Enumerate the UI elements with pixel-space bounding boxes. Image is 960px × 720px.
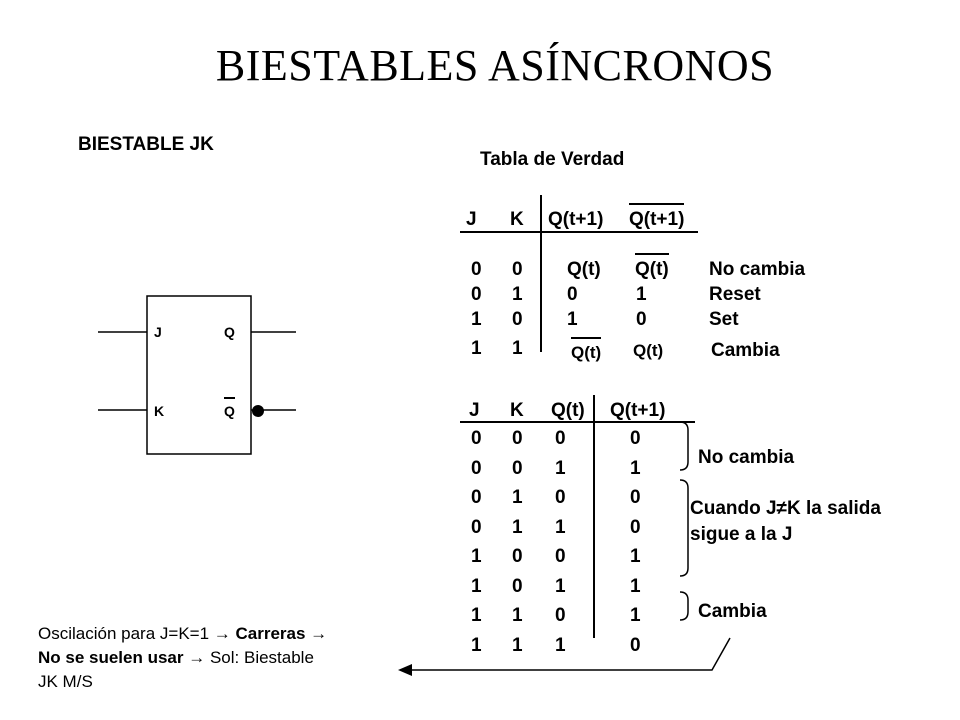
footnote (38, 622, 398, 694)
truth-r3-note: Cambia (711, 340, 780, 361)
trans-cell: 1 (512, 605, 523, 626)
truth-r3-qnext-wrap (571, 343, 601, 363)
qbar-bubble (252, 405, 264, 417)
trans-header-qt: Q(t) (551, 400, 585, 421)
trans-cell: 1 (555, 457, 566, 479)
trans-cell: 0 (512, 457, 523, 479)
truth-header-j: J (466, 209, 477, 230)
truth-r2-qnext: 1 (567, 309, 578, 330)
trans-header-qnext: Q(t+1) (610, 400, 666, 421)
pointer-arrow-line (408, 638, 730, 670)
trans-cell: 1 (471, 546, 482, 567)
trans-cell: 0 (630, 487, 641, 508)
truth-r0-k: 0 (512, 259, 523, 280)
arrow-icon: → (188, 648, 206, 667)
trans-cell: 0 (555, 605, 566, 626)
page-title: BIESTABLES ASÍNCRONOS (215, 41, 775, 90)
truth-r2-note: Set (709, 309, 739, 330)
ff-label-k: K (154, 403, 165, 419)
trans-cell: 0 (555, 546, 566, 567)
footnote-line2-a: No se suelen usar (38, 648, 189, 667)
truth-r0-j: 0 (471, 259, 482, 280)
trans-header-k: K (510, 400, 524, 421)
group-label-follow-j-2: sigue a la J (690, 524, 793, 545)
trans-cell: 0 (512, 428, 523, 449)
truth-r1-qnextbar: 1 (636, 284, 647, 305)
trans-cell: 1 (512, 516, 523, 538)
truth-r3-k: 1 (512, 338, 523, 359)
trans-cell: 1 (471, 575, 482, 597)
trans-cell: 1 (630, 575, 641, 597)
truth-r2-j: 1 (471, 309, 482, 330)
truth-r0-qnext: Q(t) (567, 259, 601, 280)
trans-header-j: J (469, 400, 480, 421)
trans-cell: 1 (555, 634, 566, 656)
bracket-cambia (680, 592, 688, 620)
truth-r0-qnextbar: Q(t) (635, 259, 669, 280)
truth-header-qnextbar: Q(t+1) (629, 209, 685, 230)
truth-r2-qnextbar: 0 (636, 309, 647, 330)
footnote-line3: JK M/S (38, 672, 93, 691)
trans-cell: 0 (471, 457, 482, 479)
trans-cell: 1 (630, 546, 641, 567)
footnote-line2-b: Sol: Biestable (205, 648, 314, 667)
truth-r0-qbar-wrap (635, 259, 669, 281)
trans-cell: 1 (471, 634, 482, 656)
ff-label-j: J (154, 324, 162, 340)
truth-header-k: K (510, 209, 524, 230)
group-label-cambia: Cambia (698, 601, 767, 622)
trans-cell: 0 (555, 428, 566, 449)
trans-cell: 1 (471, 605, 482, 626)
trans-cell: 1 (555, 516, 566, 538)
truth-r1-j: 0 (471, 284, 482, 305)
truth-r2-k: 0 (512, 309, 523, 330)
trans-cell: 1 (512, 634, 523, 656)
trans-cell: 1 (512, 487, 523, 508)
pointer-arrow-head (398, 664, 412, 676)
truth-header-qnextbar-wrap (629, 209, 684, 231)
truth-r1-note: Reset (709, 284, 761, 305)
ff-label-qbar-wrap (224, 403, 235, 419)
trans-cell: 1 (630, 457, 641, 479)
trans-cell: 0 (471, 516, 482, 538)
truth-table-title: Tabla de Verdad (480, 149, 625, 170)
truth-header-qnext: Q(t+1) (548, 209, 604, 230)
arrow-icon: → (213, 624, 231, 643)
trans-cell: 1 (630, 605, 641, 626)
trans-cell: 0 (512, 575, 523, 597)
trans-cell: 0 (471, 487, 482, 508)
truth-r3-qnext: Q(t) (571, 343, 602, 362)
truth-r1-qnext: 0 (567, 284, 578, 305)
section-subtitle: BIESTABLE JK (78, 134, 214, 155)
flipflop-body (147, 296, 251, 454)
trans-cell: 0 (630, 428, 641, 449)
trans-cell: 1 (555, 575, 566, 597)
footnote-line1-b: Carreras (230, 624, 311, 643)
bracket-follow-j (680, 480, 688, 576)
arrow-icon: → (310, 624, 328, 643)
truth-r3-j: 1 (471, 338, 482, 359)
ff-label-qbar: Q (224, 403, 235, 419)
group-label-no-cambia: No cambia (698, 447, 795, 468)
trans-cell: 0 (512, 546, 523, 567)
trans-cell: 0 (471, 428, 482, 449)
truth-r3-qnextbar: Q(t) (633, 341, 664, 360)
truth-r0-note: No cambia (709, 259, 806, 280)
ff-label-q: Q (224, 324, 235, 340)
truth-r1-k: 1 (512, 284, 523, 305)
trans-cell: 0 (630, 516, 641, 538)
footnote-line1-a: Oscilación para J=K=1 (38, 624, 214, 643)
bracket-no-cambia (680, 422, 688, 470)
trans-cell: 0 (630, 634, 641, 656)
trans-cell: 0 (555, 487, 566, 508)
group-label-follow-j-1: Cuando J≠K la salida (690, 498, 881, 519)
